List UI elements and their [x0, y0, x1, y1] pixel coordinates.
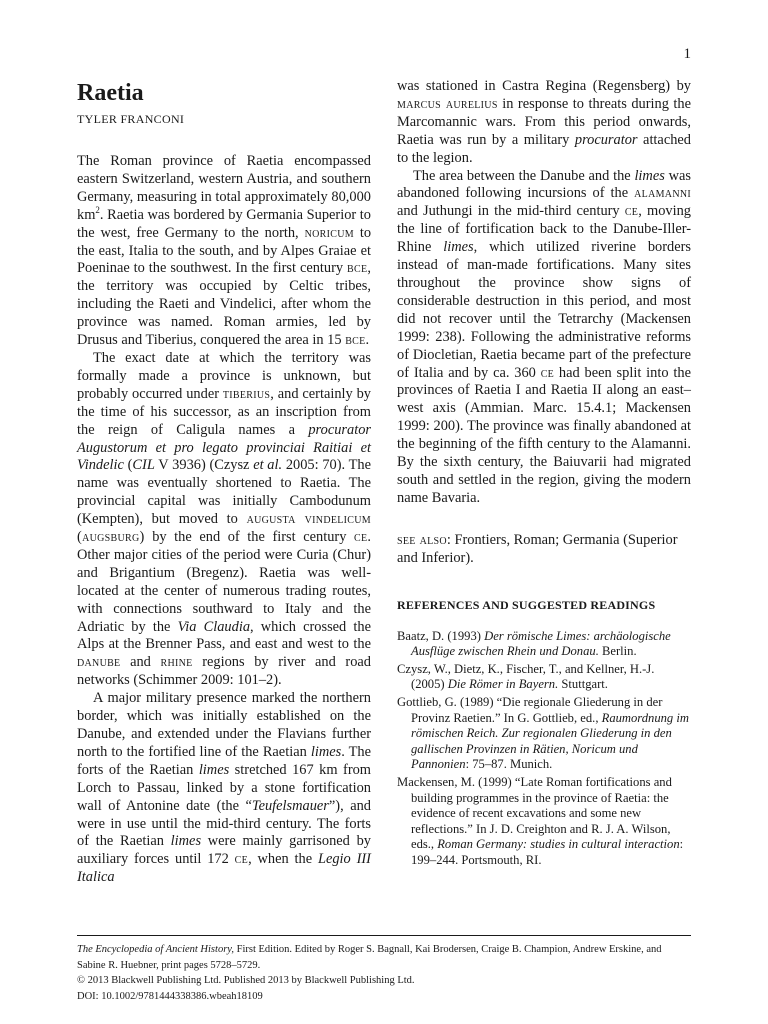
- article-body-left: [77, 153, 371, 887]
- publication-footer: [77, 935, 691, 1004]
- reference-item: Mackensen, M. (1999) “Late Roman fortifications and building programmes in the province of Raetia: the evidence of recent excavations and some new reflections.” In J. D. Creighton and R. J. A. Wilson, eds., Roman Germany: studies in cultural interaction: 199–244. Portsmouth, RI.: [397, 774, 684, 867]
- see-also-label: see also: [397, 531, 447, 548]
- reference-item: Baatz, D. (1993) Der römische Limes: archäologische Ausflüge zwischen Rhein und Donau. Berlin.: [397, 628, 671, 659]
- article-body-right: [397, 78, 691, 508]
- cross-reference: augusta vindelicum (augsburg): [77, 511, 371, 546]
- paragraph-4: The area between the Danube and the limes was abandoned following incursions of the alamanni and Juthungi in the mid-third century ce, moving the line of fortification back to the Danube-Iller-Rhine limes, which utilized riverine borders instead of man-made fortifications. Many sites throughout the province show signs of considerable destruction in this period, and most did not recover until the Tetrarchy (Mackensen 1999: 238). Following the administrative reforms of Diocletian, Raetia became part of the prefecture of Italia and by ca. 360 ce had been split into the provinces of Raetia I and Raetia II along an east–west axis (Ammian. Marc. 15.4.1; Mackensen 1999: 200). The province was finally abandoned at the beginning of the fifth century to the Alamanni. By the sixth century, the Baiuvarii had migrated south and settled in the region, giving the modern name Bavaria.: [397, 167, 691, 506]
- superscript: 2: [95, 204, 100, 215]
- paragraph-3: A major military presence marked the northern border, which was initially established on the Danube, and extended under the Flavians further north to the fortified line of the Raetian limes. The forts of the Raetian limes stretched 167 km from Lorch to Passau, linked by a stone fortification wall of Antonine date (the “Teufelsmauer”), and were in use until the mid-third century. The forts of the Raetian limes were mainly garrisoned by auxiliary forces until 172 ce, when the Legio III Italica: [77, 690, 372, 886]
- paragraph-1: The Roman province of Raetia encompassed eastern Switzerland, western Austria, and southern Germany, measuring in total approximately 80,000 $km^2$. Raetia was bordered by Germania Superior to the west, free Germany to the north, noricum to the east, Italia to the south, and by Alpes Graiae et Poeninae to the southwest. In the first century bce, the territory was occupied by Celtic tribes, including the Raeti and Vindelici, after whom the province was named. Roman armies, led by Drusus and Tiberius, conquered the area in 15 bce.: [77, 153, 372, 349]
- paragraph-3-continued: was stationed in Castra Regina (Regensberg) by marcus aurelius in response to threats during the Marcomannic wars. From this period onwards, Raetia was run by a military procurator attached to the legion.: [397, 78, 692, 166]
- references-heading: REFERENCES AND SUGGESTED READINGS: [397, 597, 656, 612]
- cross-reference: danube: [77, 654, 121, 671]
- left-column: [77, 78, 371, 887]
- cross-reference: tiberius: [222, 385, 271, 402]
- paragraph-2: The exact date at which the territory was formally made a province is unknown, but probably occurred under tiberius, and certainly by the time of his successor, as an inscription from the reign of Caligula names a procurator Augustorum et pro legato provinciai Raitiai et Vindelic (CIL V 3936) (Czysz et al. 2005: 70). The name was eventually shortened to Raetia. The provincial capital was initially Cambodunum (Kempten), but moved to augusta vindelicum (augsburg) by the end of the first century ce. Other major cities of the period were Curia (Chur) and Brigantium (Bregenz). Raetia was well-located at the center of numerous trading routes, with connections southward to Italy and the Adriatic by the Via Claudia, which crossed the Alps at the Brenner Pass, and east and west to the danube and rhine regions by river and road networks (Schimmer 2009: 101–2).: [77, 349, 371, 689]
- see-also: see also: Frontiers, Roman; Germania (Superior and Inferior).: [397, 531, 678, 566]
- reference-item: Gottlieb, G. (1989) “Die regionale Gliederung in der Provinz Raetien.” In G. Gottlieb, ed., Raumordnung im römischen Reich. Zur regionalen Gliederung in den gallischen Provinzen in Rätien, Noricum und Pannonien: 75–87. Munich.: [397, 694, 689, 772]
- references-list: [397, 629, 691, 869]
- cross-reference: rhine: [160, 654, 193, 671]
- right-column: [397, 78, 691, 870]
- reference-item: Czysz, W., Dietz, K., Fischer, T., and Kellner, H.-J. (2005) Die Römer in Bayern. Stuttgart.: [397, 661, 655, 692]
- page-number: 1: [683, 46, 691, 62]
- article-author: TYLER FRANCONI: [77, 112, 185, 126]
- footer-citation: The Encyclopedia of Ancient History, First Edition. Edited by Roger S. Bagnall, Kai Brodersen, Craige B. Champion, Andrew Erskine, and Sabine R. Huebner, print pages 5728–5729.: [77, 944, 662, 971]
- article-title: Raetia: [77, 80, 144, 106]
- cross-reference: alamanni: [634, 185, 691, 202]
- cross-reference: marcus aurelius: [397, 95, 498, 112]
- cross-reference: noricum: [304, 224, 354, 241]
- footer-doi: DOI: 10.1002/9781444338386.wbeah18109: [77, 990, 263, 1002]
- footer-copyright: © 2013 Blackwell Publishing Ltd. Published 2013 by Blackwell Publishing Ltd.: [77, 975, 415, 986]
